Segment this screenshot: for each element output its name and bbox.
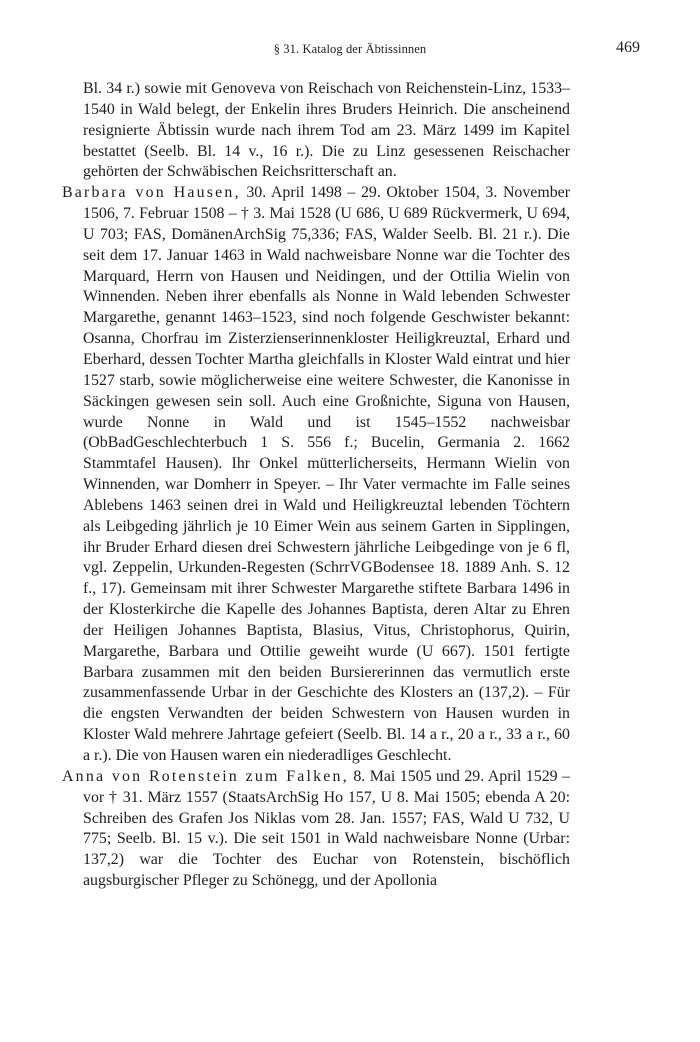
entry-text: 30. April 1498 – 29. Oktober 1504, 3. November 1506, 7. Februar 1508 – † 3. Mai 1528 (U 686, U 689 Rückvermerk, U 694, U 703; FAS, DomänenArchSig 75,336; FAS, Walder Seelb. Bl. 21 r.). Die seit dem 17. Januar 1463 in Wald nachweisbare Nonne war die Tochter des Marquard, Herrn von Hausen und Neidingen, und der Ottilia Wielin von Winnenden. Neben ihrer ebenfalls als Nonne in Wald lebenden Schwester Margarethe, genannt 1463–1523, sind noch folgende Geschwister bekannt: Osanna, Chorfrau im Zisterzienserinnenkloster Heiligkreuztal, Erhard und Eberhard, dessen Tochter Martha gleichfalls in Kloster Wald eintrat und hier 1527 starb, sowie möglicherweise eine weitere Schwester, die Kanonisse in Säckingen gewesen sein soll. Auch eine Großnichte, Siguna von Hausen, wurde Nonne in Wald und ist 1545–1552 nachweisbar (ObBadGeschlechterbuch 1 S. 556 f.; Bucelin, Germania 2. 1662 Stammtafel Hausen). Ihr Onkel mütterlicherseits, Hermann Wielin von Winnenden, war Domherr in Speyer. – Ihr Vater vermachte im Falle seines Ablebens 1463 seinen drei in Wald und Heiligkreuztal lebenden Töchtern als Leibgeding jährlich je 10 Eimer Wein aus seinem Garten in Sipplingen, ihr Bruder Erhard diesen drei Schwestern jährliche Leibgedinge von je 6 fl, vgl. Zeppelin, Urkunden-Regesten (SchrrVGBodensee 18. 1889 Anh. S. 12 f., 17). Gemeinsam mit ihrer Schwester Margarethe stiftete Barbara 1496 in der Klosterkirche die Kapelle des Johannes Baptista, deren Altar zu Ehren der Heiligen Johannes Baptista, Blasius, Vitus, Christophorus, Quirin, Margarethe, Barbara und Ottilie geweiht wurde (U 667). 1501 fertigte Barbara zusammen mit den beiden Bursiererinnen das vermutlich erste zusammenfassende Urbar in der Geschichte des Klosters an (137,2). – Für die engsten Verwandten der beiden Schwestern von Hausen wurden in Kloster Wald mehrere Jahrtage gefeiert (Seelb. Bl. 14 a r., 20 a r., 33 a r., 60 a r.). Die von Hausen waren ein niederadliges Geschlecht. <box>83 184 571 764</box>
body-text <box>62 79 570 892</box>
running-head <box>60 39 640 64</box>
continuation-paragraph: Bl. 34 r.) sowie mit Genoveva von Reischach von Reichenstein-Linz, 1533–1540 in Wald belegt, der Enkelin ihres Bruders Heinrich. Die anscheinend resignierte Äbtissin wurde nach ihrem Tod am 23. März 1499 im Kapitel bestattet (Seelb. Bl. 14 v., 16 r.). Die zu Linz gesessenen Reischacher gehörten der Schwäbischen Reichsritterschaft an. <box>83 80 570 181</box>
entry-name: Barbara von Hausen, <box>62 184 241 202</box>
page-number: 469 <box>616 39 640 56</box>
section-title: § 31. Katalog der Äbtissinnen <box>273 42 427 56</box>
entry-text: 8. Mai 1505 und 29. April 1529 – vor † 31. März 1557 (StaatsArchSig Ho 157, U 8. Mai 1505; ebenda A 20: Schreiben des Grafen Jos Niklas vom 28. Jan. 1557; FAS, Wald U 732, U 775; Seelb. Bl. 15 v.). Die seit 1501 in Wald nachweisbare Nonne (Urbar: 137,2) war die Tochter des Euchar von Rotenstein, bischöflich augsburgischer Pfleger zu Schönegg, und der Apollonia <box>83 767 570 890</box>
catalog-entry-anna-von-rotenstein <box>62 767 570 892</box>
catalog-entry-barbara-von-hausen <box>62 183 570 767</box>
entry-name: Anna von Rotenstein zum Falken, <box>62 767 349 785</box>
